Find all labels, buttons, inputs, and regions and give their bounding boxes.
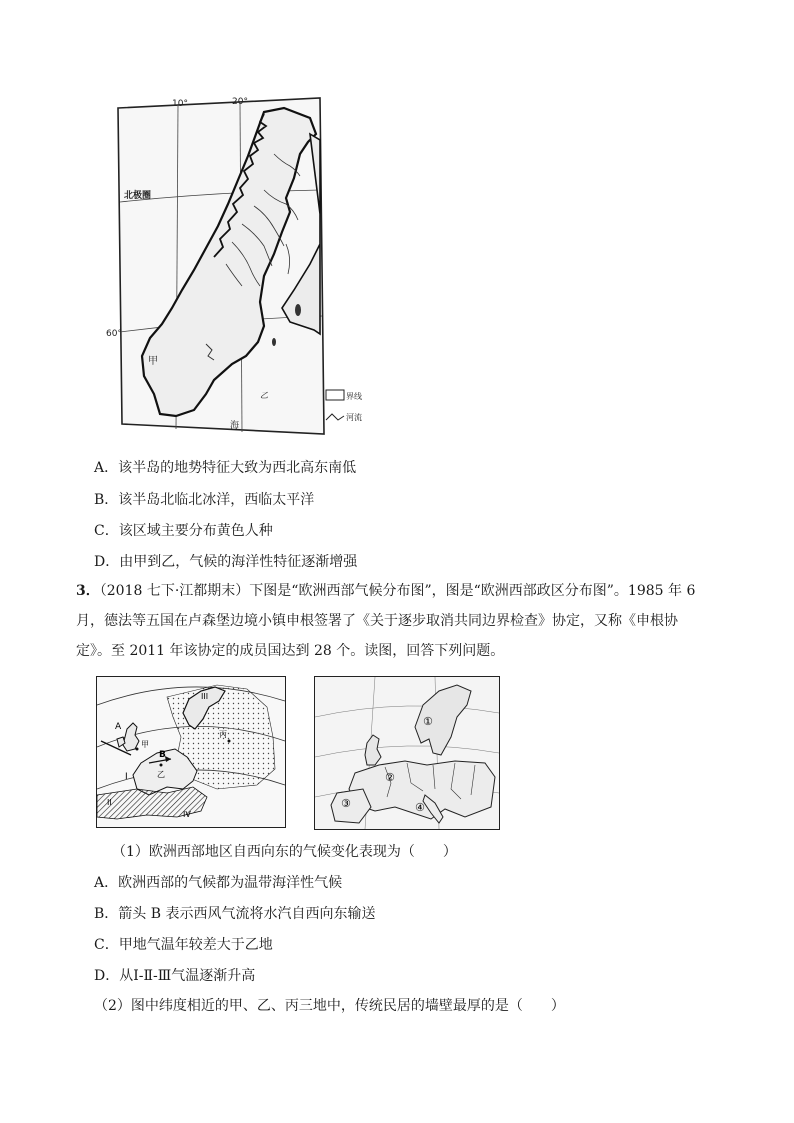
scandinavia-map [106,97,362,436]
map3-marker-3: ③ [341,797,351,810]
point-yi-label: 乙 [260,391,268,400]
sub1-option-b: B．箭头 B 表示西风气流将水汽自西向东输送 [94,906,376,922]
sub1-option-a: A．欧洲西部的气候都为温带海洋性气候 [94,875,343,891]
q3-stem: 下图是“欧洲西部气候分布图”，图是“欧洲西部政区分布图”。1985 年 6 月，德法等五国在卢森堡边境小镇申根签署了《关于逐步取消共同边界检查》协定，又称《申根协定》。至 2011 年该协定的成员国达到 28 个。读图，回答下列问题。 [76,583,696,659]
map2-label-iii: III [201,692,209,701]
legend-border-label: 界线 [346,392,362,401]
map2-label-ii: II [107,798,112,807]
map2-label-bing: 丙 [219,730,227,739]
map3-marker-2: ② [385,771,395,784]
map2-label-a: A [115,722,122,732]
q2-option-d: D．由甲到乙，气候的海洋性特征逐渐增强 [94,554,358,570]
map2-label-b: B [159,750,166,760]
point-jia-label: 甲 [148,356,158,367]
map2-label-jia: 甲 [141,740,149,749]
map2-label-i: I [125,772,128,782]
sub1-stem: （1）欧洲西部地区自西向东的气候变化表现为（ ） [112,844,457,860]
q2-option-a: A．该半岛的地势特征大致为西北高东南低 [94,460,357,476]
q3-source: （2018 七下·江都期末） [99,583,250,599]
lon-20-label: 20° [232,97,248,107]
q3-stem-block [76,576,710,666]
q3-number: 3． [76,583,100,599]
map3-marker-4: ④ [415,801,425,814]
sub1-option-d: D．从Ⅰ-Ⅱ-Ⅲ气温逐渐升高 [94,968,256,984]
sea-label: 海 [230,421,240,431]
q2-option-c: C．该区域主要分布黄色人种 [94,523,273,539]
q2-option-b: B．该半岛北临北冰洋，西临太平洋 [94,492,315,508]
legend-river-label: 河流 [346,413,362,422]
lon-10-label: 10° [172,99,188,109]
arctic-circle-label: 北极圈 [124,191,152,201]
sub2-stem: （2）图中纬度相近的甲、乙、丙三地中，传统民居的墙壁最厚的是（ ） [94,998,565,1014]
europe-climate-map [96,676,286,828]
map2-label-iv: IV [183,810,191,819]
map2-label-yi: 乙 [157,770,165,779]
europe-political-map [314,676,500,830]
map3-marker-1: ① [423,715,433,728]
lat-60-label: 60° [106,329,122,339]
sub1-option-c: C．甲地气温年较差大于乙地 [94,937,273,953]
